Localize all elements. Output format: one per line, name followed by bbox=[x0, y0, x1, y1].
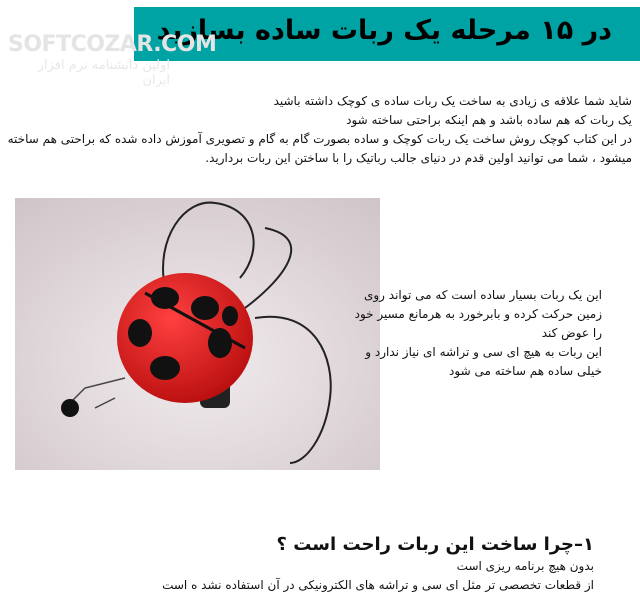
description-line: زمین حرکت کرده و بابرخورد به هرمانع مسیر خود bbox=[354, 307, 602, 321]
robot-description bbox=[355, 286, 602, 381]
intro-paragraph bbox=[8, 92, 632, 168]
description-line: این ربات به هیچ ای سی و تراشه ای نیاز ندارد و bbox=[365, 345, 602, 359]
page-title: در ۱۵ مرحله یک ربات ساده بسازید bbox=[156, 15, 612, 46]
watermark-tagline: اولین دانشنامه نرم افزار ایران bbox=[37, 58, 170, 88]
intro-line: یک ربات که هم ساده باشد و هم اینکه براحتی ساخته شود bbox=[346, 113, 632, 127]
intro-line: میشود ، شما می توانید اولین قدم در دنیای جالب رباتیک را با ساختن این ربات بردارید. bbox=[205, 151, 632, 165]
watermark-logo: SOFTCOZAR.COM bbox=[8, 32, 217, 57]
intro-line: در این کتاب کوچک روش ساخت یک ربات کوچک و ساده بصورت گام به گام و تصویری آموزش داده شده که براحتی هم ساخته bbox=[7, 132, 632, 146]
section-line: بدون هیچ برنامه ریزی است bbox=[456, 559, 594, 573]
description-line: این یک ربات بسیار ساده است که می تواند روی bbox=[363, 288, 602, 302]
section-heading: ۱–چرا ساخت این ربات راحت است ؟ bbox=[276, 534, 594, 555]
description-line: را عوض کند bbox=[541, 326, 602, 340]
ladybug-robot-photo bbox=[15, 198, 380, 470]
intro-line: شاید شما علاقه ی زیادی به ساخت یک ربات ساده ی کوچک داشته باشید bbox=[273, 94, 632, 108]
section-line: از قطعات تخصصی تر مثل ای سی و تراشه های الکترونیکی در آن استفاده نشد ه است bbox=[162, 578, 594, 592]
section-body bbox=[162, 557, 594, 595]
description-line: خیلی ساده هم ساخته می شود bbox=[449, 364, 602, 378]
